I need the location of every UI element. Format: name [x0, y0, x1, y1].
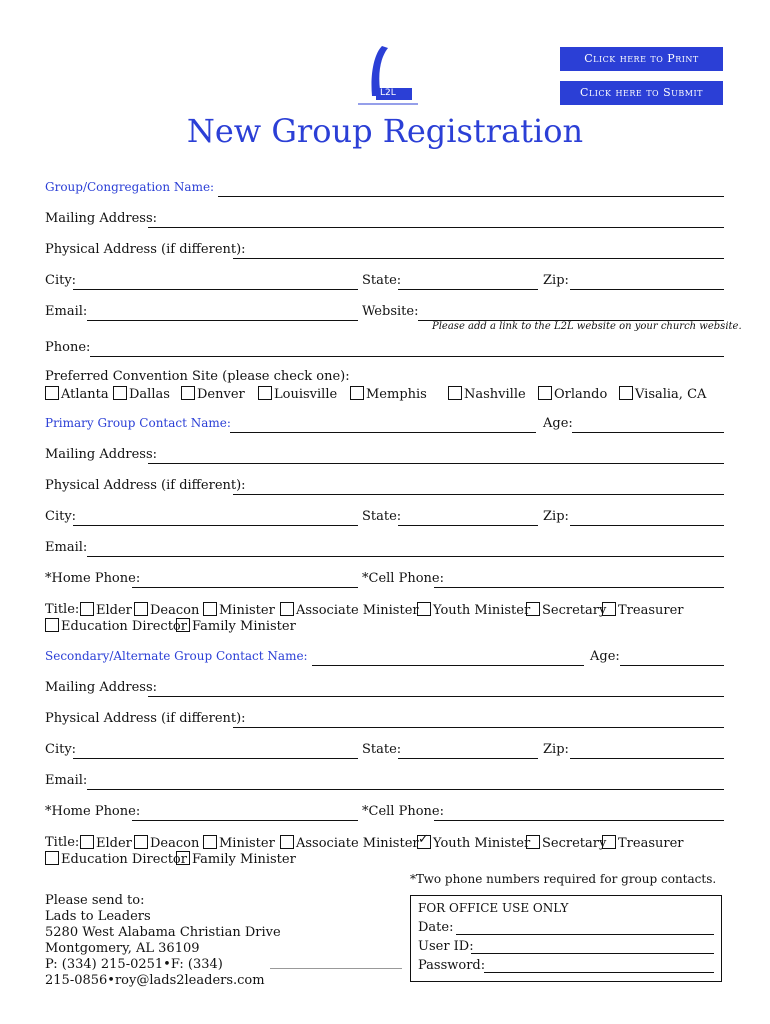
secondary-title-secretary[interactable]: Secretary	[526, 835, 606, 851]
site-memphis[interactable]: Memphis	[350, 386, 427, 402]
checkbox[interactable]	[134, 835, 148, 849]
primary-age-field[interactable]	[572, 418, 724, 433]
secondary-city-label: City:	[45, 742, 77, 757]
group-email-label: Email:	[45, 304, 88, 319]
group-mailing-field[interactable]	[148, 213, 724, 228]
primary-physical-label: Physical Address (if different):	[45, 478, 246, 493]
print-button[interactable]: Click here to Print	[560, 47, 723, 71]
site-nashville[interactable]: Nashville	[448, 386, 526, 402]
office-password-field[interactable]	[484, 958, 714, 973]
primary-email-field[interactable]	[87, 542, 724, 557]
checkbox[interactable]	[526, 602, 540, 616]
checkbox[interactable]	[203, 835, 217, 849]
secondary-home-phone-label: *Home Phone:	[45, 804, 141, 819]
office-date-label: Date:	[418, 920, 454, 935]
primary-title-education[interactable]: Education Director	[45, 618, 187, 634]
phone-fax-line: P: (334) 215-0251•F: (334)	[45, 957, 223, 972]
primary-title-associate[interactable]: Associate Minister	[280, 602, 419, 618]
secondary-title-treasurer[interactable]: Treasurer	[602, 835, 684, 851]
primary-mailing-field[interactable]	[148, 449, 724, 464]
primary-zip-label: Zip:	[543, 509, 569, 524]
primary-age-label: Age:	[543, 416, 573, 431]
secondary-age-label: Age:	[590, 649, 620, 664]
street-address: 5280 West Alabama Christian Drive	[45, 925, 281, 940]
group-physical-field[interactable]	[233, 244, 724, 259]
secondary-title-youth[interactable]: ✓ Youth Minister	[417, 835, 530, 851]
office-date-field[interactable]	[456, 920, 714, 935]
checkbox[interactable]	[350, 386, 364, 400]
primary-title-secretary[interactable]: Secretary	[526, 602, 606, 618]
fax-email-line: 215-0856•roy@lads2leaders.com	[45, 973, 265, 988]
primary-mailing-label: Mailing Address:	[45, 447, 158, 462]
checkbox[interactable]	[619, 386, 633, 400]
secondary-physical-label: Physical Address (if different):	[45, 711, 246, 726]
primary-city-field[interactable]	[73, 511, 358, 526]
convention-label: Preferred Convention Site (please check one):	[45, 369, 350, 384]
checkbox[interactable]	[80, 835, 94, 849]
primary-cell-phone-field[interactable]	[434, 573, 724, 588]
checkbox[interactable]	[45, 851, 59, 865]
primary-name-label: Primary Group Contact Name:	[45, 416, 231, 430]
office-password-label: Password:	[418, 958, 486, 973]
logo-text: L2L	[380, 88, 396, 98]
checkbox[interactable]	[526, 835, 540, 849]
group-state-label: State:	[362, 273, 402, 288]
checkbox[interactable]	[602, 835, 616, 849]
primary-name-field[interactable]	[230, 418, 536, 433]
secondary-name-field[interactable]	[312, 651, 584, 666]
secondary-zip-label: Zip:	[543, 742, 569, 757]
checkbox[interactable]	[417, 602, 431, 616]
group-city-field[interactable]	[73, 275, 358, 290]
primary-state-field[interactable]	[398, 511, 538, 526]
secondary-age-field[interactable]	[620, 651, 724, 666]
secondary-name-label: Secondary/Alternate Group Contact Name:	[45, 649, 308, 663]
phone-note: *Two phone numbers required for group contacts.	[410, 872, 717, 886]
group-physical-label: Physical Address (if different):	[45, 242, 246, 257]
secondary-title-family[interactable]: Family Minister	[176, 851, 296, 867]
group-zip-field[interactable]	[570, 275, 724, 290]
send-to-label: Please send to:	[45, 893, 145, 908]
group-city-label: City:	[45, 273, 77, 288]
primary-title-minister[interactable]: Minister	[203, 602, 275, 618]
secondary-state-field[interactable]	[398, 744, 538, 759]
checkbox[interactable]	[448, 386, 462, 400]
office-userid-label: User ID:	[418, 939, 474, 954]
secondary-state-label: State:	[362, 742, 402, 757]
secondary-zip-field[interactable]	[570, 744, 724, 759]
secondary-physical-field[interactable]	[233, 713, 724, 728]
checkbox[interactable]	[134, 602, 148, 616]
group-phone-label: Phone:	[45, 340, 91, 355]
primary-cell-phone-label: *Cell Phone:	[362, 571, 444, 586]
submit-button[interactable]: Click here to Submit	[560, 81, 723, 105]
checkbox[interactable]	[176, 851, 190, 865]
group-email-field[interactable]	[87, 306, 358, 321]
checkbox[interactable]	[280, 835, 294, 849]
group-state-field[interactable]	[398, 275, 538, 290]
checkbox-checked[interactable]	[417, 835, 431, 849]
secondary-email-label: Email:	[45, 773, 88, 788]
checkbox[interactable]	[538, 386, 552, 400]
checkbox[interactable]	[113, 386, 127, 400]
website-note: Please add a link to the L2L website on your church website.	[432, 321, 742, 332]
primary-home-phone-field[interactable]	[132, 573, 358, 588]
checkbox[interactable]	[203, 602, 217, 616]
primary-physical-field[interactable]	[233, 480, 724, 495]
secondary-mailing-label: Mailing Address:	[45, 680, 158, 695]
secondary-email-field[interactable]	[87, 775, 724, 790]
group-phone-field[interactable]	[90, 342, 724, 357]
checkbox[interactable]	[181, 386, 195, 400]
primary-title-treasurer[interactable]: Treasurer	[602, 602, 684, 618]
checkbox[interactable]	[45, 618, 59, 632]
checkbox[interactable]	[258, 386, 272, 400]
primary-title-deacon[interactable]: Deacon	[134, 602, 199, 618]
secondary-cell-phone-label: *Cell Phone:	[362, 804, 444, 819]
group-website-label: Website:	[362, 304, 419, 319]
org-name: Lads to Leaders	[45, 909, 151, 924]
primary-state-label: State:	[362, 509, 402, 524]
secondary-city-field[interactable]	[73, 744, 358, 759]
primary-title-label: Title:	[45, 602, 80, 617]
checkbox[interactable]	[176, 618, 190, 632]
secondary-title-label: Title:	[45, 835, 80, 850]
divider	[270, 968, 402, 969]
secondary-title-deacon[interactable]: Deacon	[134, 835, 199, 851]
group-name-field[interactable]	[218, 182, 724, 197]
group-mailing-label: Mailing Address:	[45, 211, 158, 226]
primary-city-label: City:	[45, 509, 77, 524]
secondary-title-associate[interactable]: Associate Minister	[280, 835, 419, 851]
page-title: New Group Registration	[186, 112, 584, 150]
secondary-cell-phone-field[interactable]	[434, 806, 724, 821]
primary-email-label: Email:	[45, 540, 88, 555]
group-name-label: Group/Congregation Name:	[45, 180, 215, 194]
office-title: FOR OFFICE USE ONLY	[418, 901, 569, 915]
site-denver[interactable]: Denver	[181, 386, 245, 402]
site-atlanta[interactable]: Atlanta	[45, 386, 109, 402]
group-zip-label: Zip:	[543, 273, 569, 288]
city-address: Montgomery, AL 36109	[45, 941, 200, 956]
secondary-mailing-field[interactable]	[148, 682, 724, 697]
checkbox[interactable]	[45, 386, 59, 400]
checkbox[interactable]	[280, 602, 294, 616]
checkbox[interactable]	[602, 602, 616, 616]
office-use-box	[410, 895, 722, 982]
site-visalia[interactable]: Visalia, CA	[619, 386, 706, 402]
secondary-home-phone-field[interactable]	[132, 806, 358, 821]
primary-title-elder[interactable]: Elder	[80, 602, 132, 618]
primary-zip-field[interactable]	[570, 511, 724, 526]
office-userid-field[interactable]	[471, 939, 714, 954]
group-website-field[interactable]	[418, 306, 724, 321]
secondary-title-education[interactable]: Education Director	[45, 851, 187, 867]
l2l-logo	[352, 44, 422, 108]
primary-title-family[interactable]: Family Minister	[176, 618, 296, 634]
site-dallas[interactable]: Dallas	[113, 386, 170, 402]
checkbox[interactable]	[80, 602, 94, 616]
primary-title-youth[interactable]: Youth Minister	[417, 602, 530, 618]
site-louisville[interactable]: Louisville	[258, 386, 337, 402]
site-orlando[interactable]: Orlando	[538, 386, 607, 402]
secondary-title-minister[interactable]: Minister	[203, 835, 275, 851]
logo-graphic	[352, 44, 422, 108]
primary-home-phone-label: *Home Phone:	[45, 571, 141, 586]
secondary-title-elder[interactable]: Elder	[80, 835, 132, 851]
